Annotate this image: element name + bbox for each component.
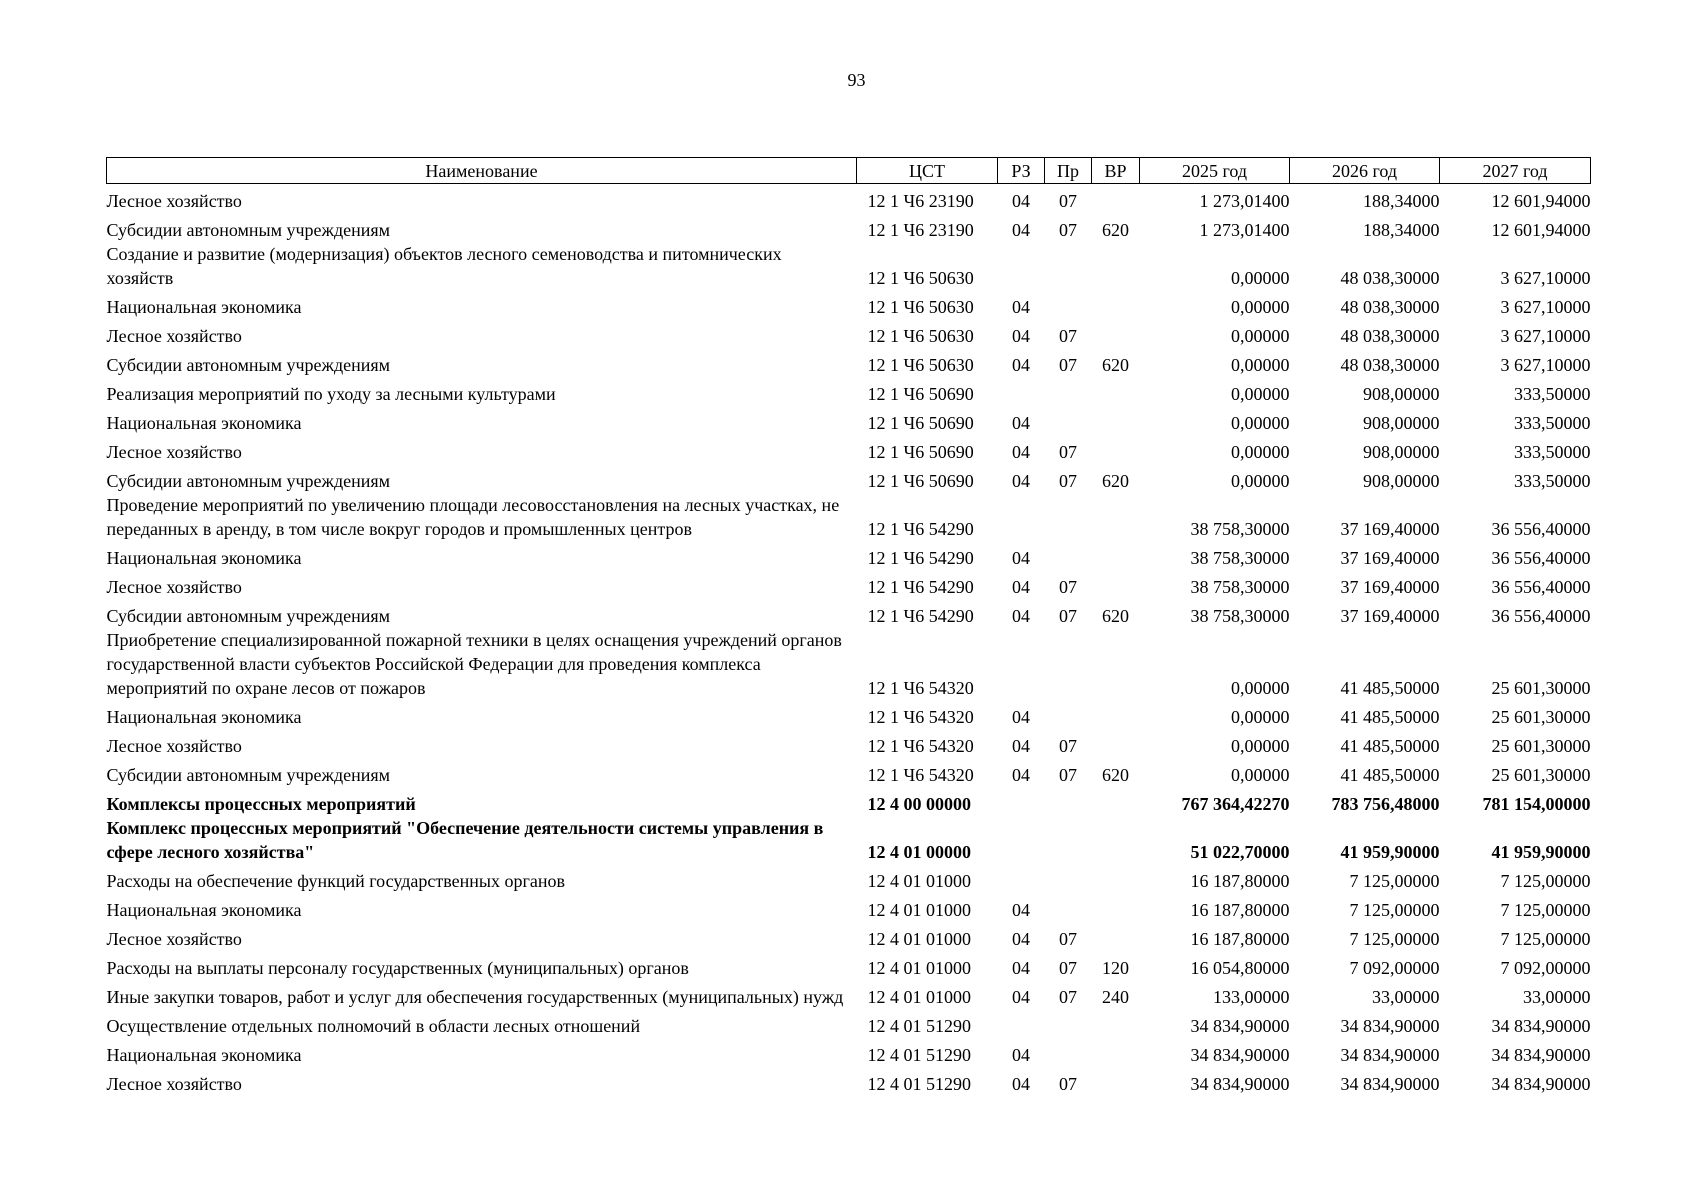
table-row (107, 922, 1591, 951)
cell-2026: 7 125,00000 (1349, 871, 1440, 891)
cell-name: Комплекс процессных мероприятий "Обеспечение деятельности системы управления в сфере лесного хозяйства" (106, 818, 824, 862)
cell-pr (1045, 290, 1092, 319)
cell-2027: 25 601,30000 (1491, 736, 1591, 756)
cell-pr (1045, 1009, 1092, 1038)
cell-name: Национальная экономика (106, 548, 302, 568)
cell-rz (998, 816, 1045, 864)
table-row (107, 1038, 1591, 1067)
cell-2026: 908,00000 (1363, 471, 1440, 491)
cell-vr (1092, 570, 1140, 599)
cell-2027: 36 556,40000 (1491, 606, 1591, 626)
cell-2025: 34 834,90000 (1190, 1074, 1290, 1094)
cell-rz: 04 (1012, 220, 1030, 240)
cell-pr (1045, 1038, 1092, 1067)
cell-2025: 38 758,30000 (1190, 519, 1290, 539)
table-row (107, 1009, 1591, 1038)
cell-name: Субсидии автономным учреждениям (106, 606, 391, 626)
cell-vr: 620 (1102, 355, 1129, 375)
cell-2025: 34 834,90000 (1190, 1016, 1290, 1036)
cell-2027: 41 959,90000 (1491, 842, 1591, 862)
cell-2025: 0,00000 (1231, 384, 1290, 404)
cell-pr (1045, 406, 1092, 435)
cell-2026: 37 169,40000 (1340, 606, 1440, 626)
cell-rz: 04 (1012, 577, 1030, 597)
cell-2025: 38 758,30000 (1190, 606, 1290, 626)
cell-name: Реализация мероприятий по уходу за лесными культурами (106, 384, 556, 404)
cell-vr (1092, 628, 1140, 700)
table-row (107, 787, 1591, 816)
table-row (107, 570, 1591, 599)
cell-rz: 04 (1012, 958, 1030, 978)
cell-rz: 04 (1012, 1074, 1030, 1094)
table-row (107, 951, 1591, 980)
cell-cst: 12 1 Ч6 50630 (867, 297, 974, 317)
cell-vr (1092, 1038, 1140, 1067)
cell-pr (1045, 541, 1092, 570)
cell-rz: 04 (1012, 765, 1030, 785)
cell-vr: 120 (1102, 958, 1129, 978)
cell-rz: 04 (1012, 355, 1030, 375)
cell-name: Лесное хозяйство (106, 191, 242, 211)
cell-rz: 04 (1012, 707, 1030, 727)
cell-vr (1092, 1067, 1140, 1096)
cell-pr: 07 (1059, 577, 1077, 597)
cell-pr: 07 (1059, 442, 1077, 462)
cell-vr (1092, 406, 1140, 435)
cell-vr (1092, 541, 1140, 570)
cell-rz: 04 (1012, 987, 1030, 1007)
cell-vr (1092, 242, 1140, 290)
cell-2025: 38 758,30000 (1190, 548, 1290, 568)
cell-2026: 7 125,00000 (1349, 900, 1440, 920)
cell-cst: 12 1 Ч6 50630 (867, 268, 974, 288)
cell-2026: 908,00000 (1363, 442, 1440, 462)
cell-cst: 12 1 Ч6 54320 (867, 765, 974, 785)
cell-2026: 908,00000 (1363, 413, 1440, 433)
cell-2027: 3 627,10000 (1500, 297, 1591, 317)
cell-vr: 240 (1102, 987, 1129, 1007)
cell-rz: 04 (1012, 297, 1030, 317)
cell-pr (1045, 700, 1092, 729)
cell-2025: 51 022,70000 (1190, 842, 1290, 862)
cell-2027: 333,50000 (1514, 413, 1591, 433)
cell-pr: 07 (1059, 765, 1077, 785)
cell-rz (998, 377, 1045, 406)
cell-pr (1045, 816, 1092, 864)
cell-pr (1045, 242, 1092, 290)
cell-pr: 07 (1059, 1074, 1077, 1094)
cell-2027: 36 556,40000 (1491, 519, 1591, 539)
cell-vr (1092, 729, 1140, 758)
cell-2026: 41 485,50000 (1340, 765, 1440, 785)
cell-rz: 04 (1012, 413, 1030, 433)
cell-2025: 38 758,30000 (1190, 577, 1290, 597)
header-vr: ВР (1092, 158, 1140, 184)
budget-table (106, 157, 1591, 1096)
cell-name: Расходы на выплаты персоналу государственных (муниципальных) органов (106, 958, 689, 978)
cell-rz (998, 864, 1045, 893)
table-row (107, 406, 1591, 435)
cell-2025: 0,00000 (1231, 765, 1290, 785)
cell-cst: 12 4 01 01000 (867, 900, 971, 920)
cell-2027: 3 627,10000 (1500, 355, 1591, 375)
cell-vr (1092, 377, 1140, 406)
cell-vr (1092, 290, 1140, 319)
cell-vr (1092, 864, 1140, 893)
cell-name: Субсидии автономным учреждениям (106, 765, 391, 785)
cell-name: Национальная экономика (106, 707, 302, 727)
cell-2025: 0,00000 (1231, 442, 1290, 462)
header-2025: 2025 год (1140, 158, 1290, 184)
cell-rz: 04 (1012, 326, 1030, 346)
header-name: Наименование (107, 158, 857, 184)
cell-2027: 25 601,30000 (1491, 707, 1591, 727)
table-row (107, 184, 1591, 214)
cell-name: Национальная экономика (106, 1045, 302, 1065)
cell-vr (1092, 700, 1140, 729)
cell-vr: 620 (1102, 220, 1129, 240)
cell-2025: 16 187,80000 (1190, 900, 1290, 920)
cell-name: Субсидии автономным учреждениям (106, 220, 391, 240)
cell-name: Национальная экономика (106, 297, 302, 317)
cell-rz: 04 (1012, 1045, 1030, 1065)
cell-2026: 37 169,40000 (1340, 519, 1440, 539)
cell-cst: 12 1 Ч6 50690 (867, 413, 974, 433)
cell-pr (1045, 893, 1092, 922)
cell-cst: 12 4 01 00000 (867, 842, 971, 862)
table-row (107, 980, 1591, 1009)
table-row (107, 1067, 1591, 1096)
cell-vr (1092, 435, 1140, 464)
cell-rz: 04 (1012, 442, 1030, 462)
table-row (107, 758, 1591, 787)
header-2027: 2027 год (1440, 158, 1591, 184)
cell-2025: 0,00000 (1231, 413, 1290, 433)
cell-vr (1092, 184, 1140, 214)
cell-pr: 07 (1059, 929, 1077, 949)
cell-name: Лесное хозяйство (106, 1074, 242, 1094)
cell-vr: 620 (1102, 606, 1129, 626)
header-cst: ЦСТ (857, 158, 998, 184)
cell-2026: 7 125,00000 (1349, 929, 1440, 949)
cell-cst: 12 1 Ч6 54290 (867, 548, 974, 568)
cell-2025: 0,00000 (1231, 297, 1290, 317)
cell-vr (1092, 893, 1140, 922)
table-row (107, 493, 1591, 541)
cell-vr: 620 (1102, 471, 1129, 491)
cell-rz: 04 (1012, 736, 1030, 756)
cell-name: Проведение мероприятий по увеличению площади лесовосстановления на лесных участках, не переданных в аренду, в том числе вокруг городов и промышленных центров (106, 495, 840, 539)
cell-cst: 12 1 Ч6 54290 (867, 519, 974, 539)
table-row (107, 290, 1591, 319)
cell-2027: 34 834,90000 (1491, 1016, 1591, 1036)
cell-rz (998, 1009, 1045, 1038)
cell-rz: 04 (1012, 471, 1030, 491)
cell-2025: 0,00000 (1231, 736, 1290, 756)
header-row (107, 158, 1591, 184)
cell-2027: 25 601,30000 (1491, 765, 1591, 785)
cell-name: Комплексы процессных мероприятий (106, 794, 416, 814)
cell-2026: 34 834,90000 (1340, 1074, 1440, 1094)
cell-pr: 07 (1059, 355, 1077, 375)
cell-2026: 188,34000 (1363, 191, 1440, 211)
cell-vr (1092, 787, 1140, 816)
cell-pr (1045, 787, 1092, 816)
cell-cst: 12 1 Ч6 50690 (867, 384, 974, 404)
cell-2025: 133,00000 (1213, 987, 1290, 1007)
cell-cst: 12 4 01 01000 (867, 871, 971, 891)
table-row (107, 377, 1591, 406)
cell-pr: 07 (1059, 220, 1077, 240)
table-row (107, 599, 1591, 628)
cell-2026: 188,34000 (1363, 220, 1440, 240)
cell-cst: 12 4 00 00000 (867, 794, 971, 814)
cell-2026: 33,00000 (1372, 987, 1440, 1007)
cell-2027: 3 627,10000 (1500, 326, 1591, 346)
cell-vr (1092, 922, 1140, 951)
cell-2026: 908,00000 (1363, 384, 1440, 404)
table-header (107, 158, 1591, 184)
cell-pr: 07 (1059, 326, 1077, 346)
cell-pr (1045, 864, 1092, 893)
cell-rz: 04 (1012, 929, 1030, 949)
cell-2027: 7 125,00000 (1500, 871, 1591, 891)
cell-vr: 620 (1102, 765, 1129, 785)
cell-2026: 48 038,30000 (1340, 268, 1440, 288)
cell-rz (998, 787, 1045, 816)
cell-cst: 12 1 Ч6 54320 (867, 736, 974, 756)
cell-2027: 781 154,00000 (1482, 794, 1591, 814)
cell-2025: 16 054,80000 (1190, 958, 1290, 978)
cell-2025: 16 187,80000 (1190, 871, 1290, 891)
cell-2026: 48 038,30000 (1340, 355, 1440, 375)
table-row (107, 348, 1591, 377)
cell-cst: 12 1 Ч6 54290 (867, 606, 974, 626)
table-row (107, 541, 1591, 570)
cell-2025: 0,00000 (1231, 326, 1290, 346)
cell-name: Лесное хозяйство (106, 442, 242, 462)
cell-rz (998, 493, 1045, 541)
cell-pr: 07 (1059, 191, 1077, 211)
cell-2027: 34 834,90000 (1491, 1074, 1591, 1094)
cell-name: Осуществление отдельных полномочий в области лесных отношений (106, 1016, 641, 1036)
cell-cst: 12 4 01 01000 (867, 987, 971, 1007)
cell-2025: 0,00000 (1231, 268, 1290, 288)
cell-rz (998, 628, 1045, 700)
cell-2025: 767 364,42270 (1181, 794, 1290, 814)
cell-2025: 0,00000 (1231, 355, 1290, 375)
cell-2027: 333,50000 (1514, 442, 1591, 462)
cell-cst: 12 1 Ч6 50690 (867, 471, 974, 491)
cell-vr (1092, 1009, 1140, 1038)
cell-name: Лесное хозяйство (106, 736, 242, 756)
cell-pr (1045, 493, 1092, 541)
cell-rz: 04 (1012, 900, 1030, 920)
cell-2026: 48 038,30000 (1340, 297, 1440, 317)
cell-2026: 41 485,50000 (1340, 736, 1440, 756)
cell-2025: 34 834,90000 (1190, 1045, 1290, 1065)
cell-name: Расходы на обеспечение функций государственных органов (106, 871, 565, 891)
cell-rz: 04 (1012, 191, 1030, 211)
header-rz: РЗ (998, 158, 1045, 184)
cell-2026: 41 485,50000 (1340, 678, 1440, 698)
cell-2026: 7 092,00000 (1349, 958, 1440, 978)
cell-cst: 12 4 01 51290 (867, 1074, 971, 1094)
cell-cst: 12 1 Ч6 54290 (867, 577, 974, 597)
cell-2027: 7 125,00000 (1500, 929, 1591, 949)
cell-2027: 7 125,00000 (1500, 900, 1591, 920)
cell-2025: 1 273,01400 (1199, 191, 1290, 211)
cell-name: Лесное хозяйство (106, 929, 242, 949)
table-body (107, 184, 1591, 1097)
cell-2027: 25 601,30000 (1491, 678, 1591, 698)
cell-2027: 12 601,94000 (1491, 191, 1591, 211)
cell-2027: 36 556,40000 (1491, 577, 1591, 597)
cell-cst: 12 1 Ч6 23190 (867, 191, 974, 211)
cell-cst: 12 4 01 51290 (867, 1016, 971, 1036)
cell-2026: 37 169,40000 (1340, 577, 1440, 597)
cell-pr (1045, 628, 1092, 700)
header-pr: Пр (1045, 158, 1092, 184)
header-2026: 2026 год (1290, 158, 1440, 184)
table-row (107, 242, 1591, 290)
cell-name: Субсидии автономным учреждениям (106, 355, 391, 375)
cell-name: Создание и развитие (модернизация) объектов лесного семеноводства и питомнических хозяйств (106, 244, 782, 288)
cell-rz: 04 (1012, 606, 1030, 626)
cell-2026: 41 959,90000 (1340, 842, 1440, 862)
cell-name: Субсидии автономным учреждениям (106, 471, 391, 491)
table-row (107, 816, 1591, 864)
table-row (107, 700, 1591, 729)
cell-2026: 783 756,48000 (1331, 794, 1440, 814)
cell-2027: 7 092,00000 (1500, 958, 1591, 978)
cell-pr: 07 (1059, 987, 1077, 1007)
table-row (107, 893, 1591, 922)
cell-2025: 1 273,01400 (1199, 220, 1290, 240)
cell-cst: 12 1 Ч6 50690 (867, 442, 974, 462)
cell-pr: 07 (1059, 606, 1077, 626)
cell-2027: 12 601,94000 (1491, 220, 1591, 240)
cell-cst: 12 1 Ч6 50630 (867, 326, 974, 346)
cell-cst: 12 4 01 01000 (867, 958, 971, 978)
table-row (107, 319, 1591, 348)
table-row (107, 864, 1591, 893)
cell-2027: 333,50000 (1514, 384, 1591, 404)
cell-cst: 12 4 01 51290 (867, 1045, 971, 1065)
cell-2027: 36 556,40000 (1491, 548, 1591, 568)
cell-cst: 12 1 Ч6 50630 (867, 355, 974, 375)
cell-2025: 0,00000 (1231, 707, 1290, 727)
cell-name: Приобретение специализированной пожарной техники в целях оснащения учреждений органов государственной власти субъектов Российской Федерации для проведения комплекса мероприятий по охране лесов от пожаров (106, 630, 842, 698)
cell-cst: 12 4 01 01000 (867, 929, 971, 949)
cell-name: Национальная экономика (106, 413, 302, 433)
cell-2025: 0,00000 (1231, 471, 1290, 491)
cell-vr (1092, 493, 1140, 541)
cell-cst: 12 1 Ч6 23190 (867, 220, 974, 240)
page-number: 93 (847, 70, 866, 90)
cell-name: Иные закупки товаров, работ и услуг для обеспечения государственных (муниципальных) нужд (106, 987, 844, 1007)
table-row (107, 628, 1591, 700)
cell-2026: 34 834,90000 (1340, 1045, 1440, 1065)
cell-vr (1092, 319, 1140, 348)
cell-2025: 0,00000 (1231, 678, 1290, 698)
cell-2027: 3 627,10000 (1500, 268, 1591, 288)
cell-2026: 41 485,50000 (1340, 707, 1440, 727)
table-row (107, 464, 1591, 493)
cell-pr: 07 (1059, 736, 1077, 756)
cell-name: Лесное хозяйство (106, 326, 242, 346)
cell-name: Лесное хозяйство (106, 577, 242, 597)
cell-2027: 333,50000 (1514, 471, 1591, 491)
cell-2025: 16 187,80000 (1190, 929, 1290, 949)
cell-2027: 33,00000 (1523, 987, 1591, 1007)
table-row (107, 729, 1591, 758)
cell-rz (998, 242, 1045, 290)
cell-pr: 07 (1059, 958, 1077, 978)
table-row (107, 213, 1591, 242)
cell-2027: 34 834,90000 (1491, 1045, 1591, 1065)
cell-pr (1045, 377, 1092, 406)
cell-cst: 12 1 Ч6 54320 (867, 678, 974, 698)
cell-rz: 04 (1012, 548, 1030, 568)
table-row (107, 435, 1591, 464)
cell-2026: 34 834,90000 (1340, 1016, 1440, 1036)
cell-2026: 48 038,30000 (1340, 326, 1440, 346)
cell-pr: 07 (1059, 471, 1077, 491)
cell-2026: 37 169,40000 (1340, 548, 1440, 568)
cell-name: Национальная экономика (106, 900, 302, 920)
cell-cst: 12 1 Ч6 54320 (867, 707, 974, 727)
cell-vr (1092, 816, 1140, 864)
